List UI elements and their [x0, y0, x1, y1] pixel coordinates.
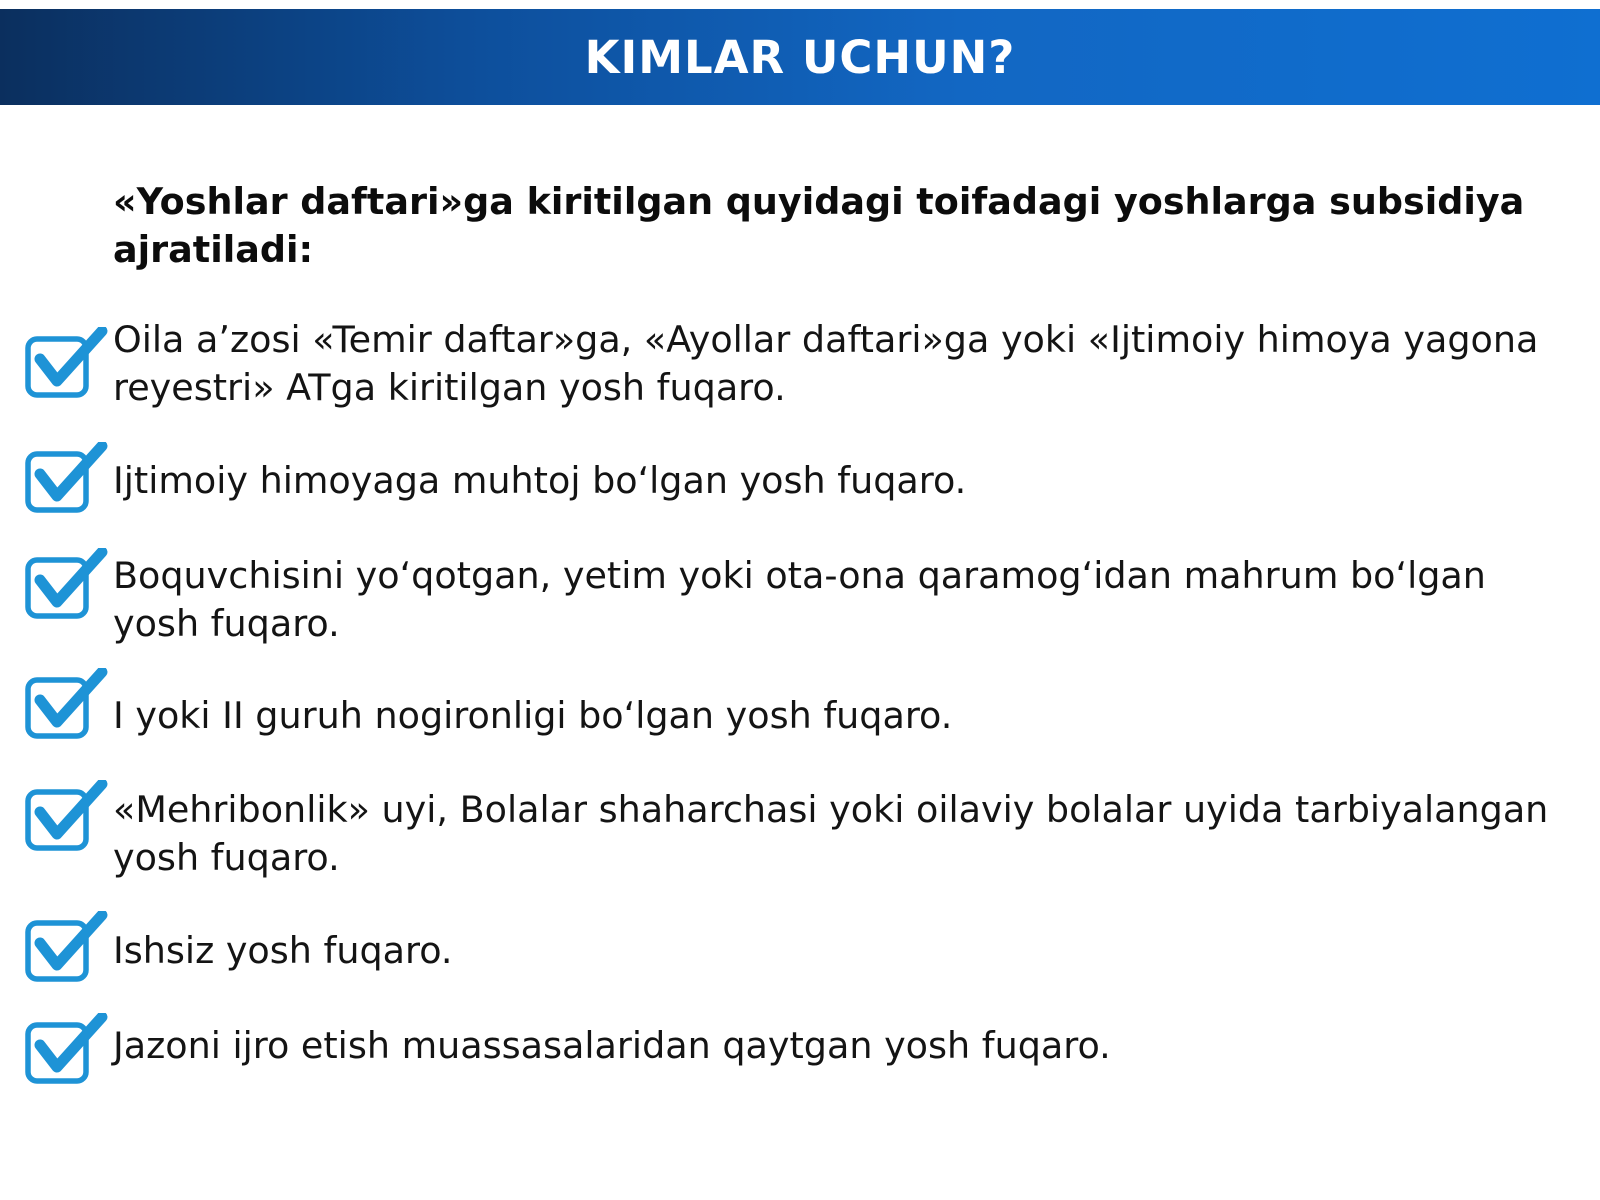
checked-box-icon: [24, 442, 108, 516]
checked-box-icon: [24, 548, 108, 622]
list-item-label: Boquvchisini yo‘qotgan, yetim yoki ota-ona qaramog‘idan mahrum bo‘lgan yosh fuqaro.: [113, 554, 1486, 645]
checked-box-icon: [24, 327, 108, 401]
list-item-label: Jazoni ijro etish muassasalaridan qaytgan yosh fuqaro.: [113, 1024, 1111, 1067]
intro-text: «Yoshlar daftari»ga kiritilgan quyidagi toifadagi yoshlarga subsidiya ajratiladi:: [113, 180, 1525, 271]
list-item-label: Ijtimoiy himoyaga muhtoj bo‘lgan yosh fuqaro.: [113, 459, 967, 502]
checked-box-icon: [24, 780, 108, 854]
checked-box-icon: [24, 911, 108, 985]
list-item-label: Oila a’zosi «Temir daftar»ga, «Ayollar daftari»ga yoki «Ijtimoiy himoya yagona reyestri» ATga kiritilgan yosh fuqaro.: [113, 318, 1539, 409]
list-item-label: «Mehribonlik» uyi, Bolalar shaharchasi yoki oilaviy bolalar uyida tarbiyalangan yosh fuqaro.: [113, 788, 1549, 879]
list-item-label: Ishsiz yosh fuqaro.: [113, 929, 453, 972]
list-item-label: I yoki II guruh nogironligi bo‘lgan yosh fuqaro.: [113, 694, 953, 737]
page-title: KIMLAR UCHUN?: [584, 30, 1016, 84]
checked-box-icon: [24, 668, 108, 742]
checked-box-icon: [24, 1013, 108, 1087]
